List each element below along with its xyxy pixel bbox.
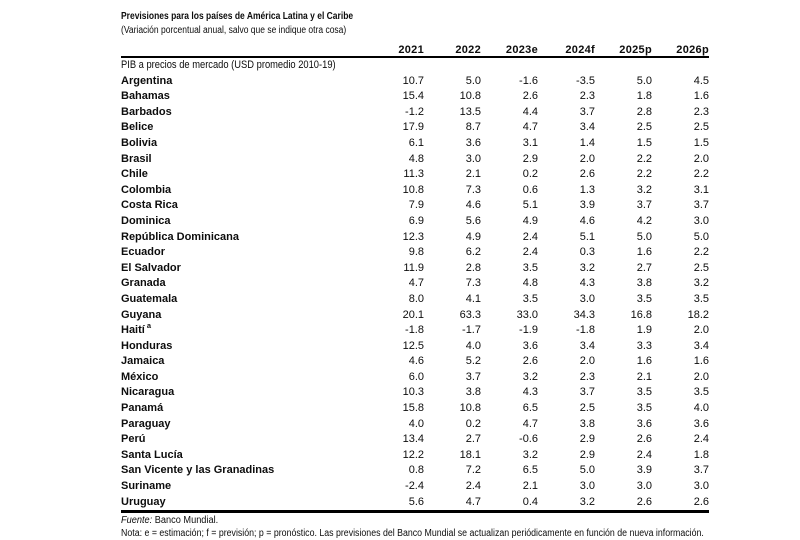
value-cell: -1.8: [405, 324, 424, 337]
country-name: República Dominicana: [121, 230, 239, 243]
value-cell: 10.8: [459, 402, 481, 415]
value-cell: 2.0: [693, 152, 709, 165]
value-cell: 2.5: [693, 121, 709, 134]
value-cell: 1.6: [693, 90, 709, 103]
value-cell: 1.5: [693, 136, 709, 149]
table-row: [121, 152, 709, 168]
country-name: Brasil: [121, 152, 152, 165]
value-cell: 0.2: [522, 168, 538, 181]
year-column-header: 2025p: [595, 39, 652, 57]
value-cell: 1.5: [636, 136, 652, 149]
table-row: [121, 183, 709, 199]
country-name: Guatemala: [121, 292, 178, 305]
table-row: [121, 308, 709, 324]
value-cell: 1.9: [636, 324, 652, 337]
table-row: [121, 417, 709, 433]
value-cell: -1.6: [519, 74, 538, 87]
year-column-header: 2021: [367, 39, 424, 57]
source-label: Fuente:: [121, 515, 153, 527]
value-cell: 2.4: [693, 433, 709, 446]
value-cell: 3.4: [693, 339, 709, 352]
country-name: Panamá: [121, 402, 164, 415]
value-cell: 3.5: [636, 292, 652, 305]
country-name: Granada: [121, 277, 166, 290]
country-name: Honduras: [121, 339, 173, 352]
table-row: [121, 89, 709, 105]
value-cell: 4.7: [522, 121, 538, 134]
value-cell: 2.6: [522, 90, 538, 103]
value-cell: 4.0: [465, 339, 481, 352]
table-row: [121, 261, 709, 277]
value-cell: 7.9: [408, 199, 424, 212]
country-name: Uruguay: [121, 495, 367, 512]
value-cell: 10.3: [402, 386, 424, 399]
table-row: [121, 198, 709, 214]
value-cell: 2.6: [595, 495, 652, 512]
value-cell: 2.9: [522, 152, 538, 165]
value-cell: 1.4: [579, 136, 595, 149]
country-name: Perú: [121, 433, 146, 446]
value-cell: 4.7: [522, 417, 538, 430]
value-cell: 2.2: [693, 168, 709, 181]
value-cell: 3.5: [693, 386, 709, 399]
value-cell: 3.0: [636, 480, 652, 493]
value-cell: 3.4: [579, 339, 595, 352]
value-cell: 4.2: [636, 214, 652, 227]
country-name: Guyana: [121, 308, 162, 321]
table-row: [121, 105, 709, 121]
value-cell: 2.7: [465, 433, 481, 446]
value-cell: 2.3: [693, 105, 709, 118]
country-name: Argentina: [121, 74, 173, 87]
value-cell: 2.9: [579, 448, 595, 461]
table-row: [121, 276, 709, 292]
value-cell: 2.2: [693, 246, 709, 259]
source-text: Banco Mundial.: [154, 515, 219, 527]
country-name: El Salvador: [121, 261, 181, 274]
forecast-table: [121, 39, 709, 513]
value-cell: 2.2: [636, 168, 652, 181]
value-cell: 3.0: [693, 480, 709, 493]
value-cell: 4.5: [693, 74, 709, 87]
value-cell: 12.5: [402, 339, 424, 352]
value-cell: 5.0: [465, 74, 481, 87]
table-row: [121, 292, 709, 308]
value-cell: 9.8: [408, 246, 424, 259]
country-name: Nicaragua: [121, 386, 175, 399]
value-cell: 5.0: [636, 230, 652, 243]
value-cell: 3.6: [693, 417, 709, 430]
value-cell: 20.1: [402, 308, 424, 321]
year-column-header: 2023e: [481, 39, 538, 57]
value-cell: 4.4: [522, 105, 538, 118]
value-cell: 5.6: [367, 495, 424, 512]
value-cell: 10.7: [402, 74, 424, 87]
value-cell: 2.1: [465, 168, 481, 181]
country-name: Ecuador: [121, 246, 166, 259]
value-cell: 15.8: [402, 402, 424, 415]
value-cell: 3.0: [579, 480, 595, 493]
value-cell: 3.9: [636, 464, 652, 477]
value-cell: 1.8: [693, 448, 709, 461]
table-row: [121, 354, 709, 370]
value-cell: 3.2: [636, 183, 652, 196]
value-cell: 3.7: [636, 199, 652, 212]
table-row: [121, 136, 709, 152]
table-row: [121, 230, 709, 246]
year-column-header: 2024f: [538, 39, 595, 57]
value-cell: 7.3: [465, 183, 481, 196]
value-cell: 13.5: [459, 105, 481, 118]
header-row: [121, 39, 709, 57]
value-cell: 4.6: [408, 355, 424, 368]
value-cell: 12.3: [402, 230, 424, 243]
value-cell: -2.4: [405, 480, 424, 493]
value-cell: 11.3: [403, 168, 424, 181]
value-cell: 2.8: [636, 105, 652, 118]
table-row: [121, 167, 709, 183]
country-name: Santa Lucía: [121, 448, 183, 461]
table-row: [121, 339, 709, 355]
table-row: [121, 401, 709, 417]
table-row: [121, 370, 709, 386]
table-row: [121, 385, 709, 401]
value-cell: 3.2: [579, 261, 595, 274]
value-cell: 3.0: [579, 292, 595, 305]
value-cell: 3.8: [579, 417, 595, 430]
value-cell: 3.5: [636, 402, 652, 415]
country-name: Belice: [121, 121, 154, 134]
value-cell: 3.9: [579, 199, 595, 212]
value-cell: 33.0: [516, 308, 538, 321]
value-cell: 15.4: [402, 90, 424, 103]
value-cell: 2.5: [636, 121, 652, 134]
country-name: Suriname: [121, 480, 172, 493]
value-cell: 4.6: [465, 199, 481, 212]
value-cell: 2.6: [652, 495, 709, 512]
value-cell: 0.4: [481, 495, 538, 512]
value-cell: 18.2: [687, 308, 709, 321]
value-cell: 3.5: [693, 292, 709, 305]
value-cell: 3.2: [693, 277, 709, 290]
table-row: [121, 463, 709, 479]
value-cell: 2.5: [579, 402, 595, 415]
value-cell: 3.7: [579, 386, 595, 399]
value-cell: 0.2: [465, 417, 481, 430]
value-cell: 4.7: [424, 495, 481, 512]
year-column-header: 2026p: [652, 39, 709, 57]
value-cell: 2.8: [465, 261, 481, 274]
value-cell: 6.1: [408, 136, 424, 149]
value-cell: 3.4: [579, 121, 595, 134]
value-cell: 6.9: [408, 214, 424, 227]
country-name: México: [121, 370, 159, 383]
table-row: [121, 214, 709, 230]
value-cell: 3.7: [465, 370, 481, 383]
value-cell: 1.3: [579, 183, 595, 196]
value-cell: 4.7: [408, 277, 424, 290]
value-cell: 0.3: [579, 246, 595, 259]
value-cell: 7.2: [465, 464, 481, 477]
table-row: [121, 74, 709, 90]
value-cell: 8.0: [408, 292, 424, 305]
value-cell: 3.6: [522, 339, 538, 352]
value-cell: 6.5: [522, 402, 538, 415]
value-cell: 2.6: [522, 355, 538, 368]
value-cell: 2.0: [693, 324, 709, 337]
value-cell: 1.8: [636, 90, 652, 103]
value-cell: 3.6: [636, 417, 652, 430]
value-cell: 2.1: [636, 370, 652, 383]
value-cell: 4.9: [522, 214, 538, 227]
value-cell: 5.1: [522, 199, 538, 212]
value-cell: 2.4: [522, 246, 538, 259]
value-cell: 8.7: [465, 121, 481, 134]
country-name: Haití $^a$: [121, 321, 152, 337]
value-cell: 5.0: [693, 230, 709, 243]
value-cell: 2.1: [522, 480, 538, 493]
value-cell: 6.2: [465, 246, 481, 259]
value-cell: 6.0: [408, 370, 424, 383]
value-cell: 4.8: [522, 277, 538, 290]
value-cell: 5.6: [465, 214, 481, 227]
value-cell: 17.9: [402, 121, 424, 134]
country-name: Paraguay: [121, 417, 171, 430]
value-cell: 3.5: [636, 386, 652, 399]
value-cell: 2.0: [579, 355, 595, 368]
value-cell: 2.0: [693, 370, 709, 383]
country-name: Barbados: [121, 105, 172, 118]
value-cell: 3.0: [465, 152, 481, 165]
value-cell: 2.7: [636, 261, 652, 274]
value-cell: 63.3: [459, 308, 481, 321]
value-cell: 2.3: [579, 370, 595, 383]
value-cell: 3.2: [538, 495, 595, 512]
country-name: Bolivia: [121, 136, 158, 149]
value-cell: 2.4: [465, 480, 481, 493]
value-cell: 2.0: [579, 152, 595, 165]
table-row: [121, 245, 709, 261]
value-cell: 4.0: [408, 417, 424, 430]
value-cell: 11.9: [403, 261, 424, 274]
source-line: [121, 514, 662, 527]
value-cell: 3.7: [579, 105, 595, 118]
value-cell: 5.0: [579, 464, 595, 477]
value-cell: 4.8: [408, 152, 424, 165]
year-column-header: 2022: [424, 39, 481, 57]
value-cell: 3.5: [522, 261, 538, 274]
country-name: Chile: [121, 168, 148, 181]
country-name: Bahamas: [121, 90, 170, 103]
country-column-header: [121, 39, 367, 57]
value-cell: -1.7: [462, 324, 481, 337]
country-name: Costa Rica: [121, 199, 178, 212]
value-cell: 6.5: [522, 464, 538, 477]
table-body: [121, 57, 709, 512]
value-cell: -0.6: [519, 433, 538, 446]
value-cell: 0.6: [522, 183, 538, 196]
forecast-figure: [121, 10, 709, 540]
value-cell: 2.4: [522, 230, 538, 243]
value-cell: -1.2: [405, 105, 424, 118]
value-cell: 3.2: [522, 370, 538, 383]
value-cell: 3.2: [522, 448, 538, 461]
value-cell: 2.5: [693, 261, 709, 274]
value-cell: 7.3: [465, 277, 481, 290]
value-cell: 34.3: [573, 308, 595, 321]
value-cell: 0.8: [408, 464, 424, 477]
table-row: [121, 495, 709, 512]
value-cell: 10.8: [459, 90, 481, 103]
value-cell: 1.6: [693, 355, 709, 368]
value-cell: 4.3: [522, 386, 538, 399]
value-cell: 3.1: [693, 183, 709, 196]
value-cell: 2.3: [579, 90, 595, 103]
value-cell: 16.8: [630, 308, 652, 321]
value-cell: 10.8: [402, 183, 424, 196]
value-cell: 3.8: [465, 386, 481, 399]
value-cell: 3.5: [522, 292, 538, 305]
table-row: [121, 323, 709, 339]
value-cell: 3.6: [465, 136, 481, 149]
value-cell: 13.4: [402, 433, 424, 446]
country-name: San Vicente y las Granadinas: [121, 464, 275, 477]
value-cell: 3.0: [693, 214, 709, 227]
section-row: [121, 57, 709, 74]
country-name: Colombia: [121, 183, 172, 196]
value-cell: 3.3: [636, 339, 652, 352]
value-cell: 4.9: [465, 230, 481, 243]
value-cell: -1.8: [576, 324, 595, 337]
country-name: Jamaica: [121, 355, 165, 368]
page-title: Previsiones para los países de América Latina y el Caribe: [121, 11, 354, 22]
value-cell: 3.8: [636, 277, 652, 290]
value-cell: 2.6: [579, 168, 595, 181]
value-cell: 3.7: [693, 199, 709, 212]
value-cell: 4.0: [693, 402, 709, 415]
table-row: [121, 448, 709, 464]
value-cell: 2.4: [636, 448, 652, 461]
value-cell: 4.1: [465, 292, 481, 305]
table-row: [121, 479, 709, 495]
value-cell: 5.2: [465, 355, 481, 368]
value-cell: 18.1: [459, 448, 481, 461]
value-cell: 5.1: [579, 230, 595, 243]
table-row: [121, 432, 709, 448]
table-row: [121, 120, 709, 136]
value-cell: 1.6: [636, 355, 652, 368]
value-cell: 4.3: [579, 277, 595, 290]
value-cell: 2.6: [636, 433, 652, 446]
country-name: Dominica: [121, 214, 171, 227]
value-cell: 3.7: [693, 464, 709, 477]
page-subtitle: (Variación porcentual anual, salvo que se indique otra cosa): [121, 25, 347, 36]
note-clipped-text: Nota: e = estimación; f = previsión; p = pronóstico. Las previsiones del Banco Mundial se actualizan periódicamente en función de nueva información.: [121, 528, 704, 540]
value-cell: 2.2: [636, 152, 652, 165]
value-cell: 1.6: [636, 246, 652, 259]
value-cell: 2.9: [579, 433, 595, 446]
value-cell: 12.2: [402, 448, 424, 461]
value-cell: 3.1: [522, 136, 538, 149]
value-cell: 4.6: [579, 214, 595, 227]
footnote-marker: a: [146, 321, 152, 331]
value-cell: 5.0: [636, 74, 652, 87]
value-cell: -3.5: [576, 74, 595, 87]
value-cell: -1.9: [519, 324, 538, 337]
section-label: PIB a precios de mercado (USD promedio 2010-19): [121, 59, 336, 71]
note-clipped: [121, 527, 709, 540]
